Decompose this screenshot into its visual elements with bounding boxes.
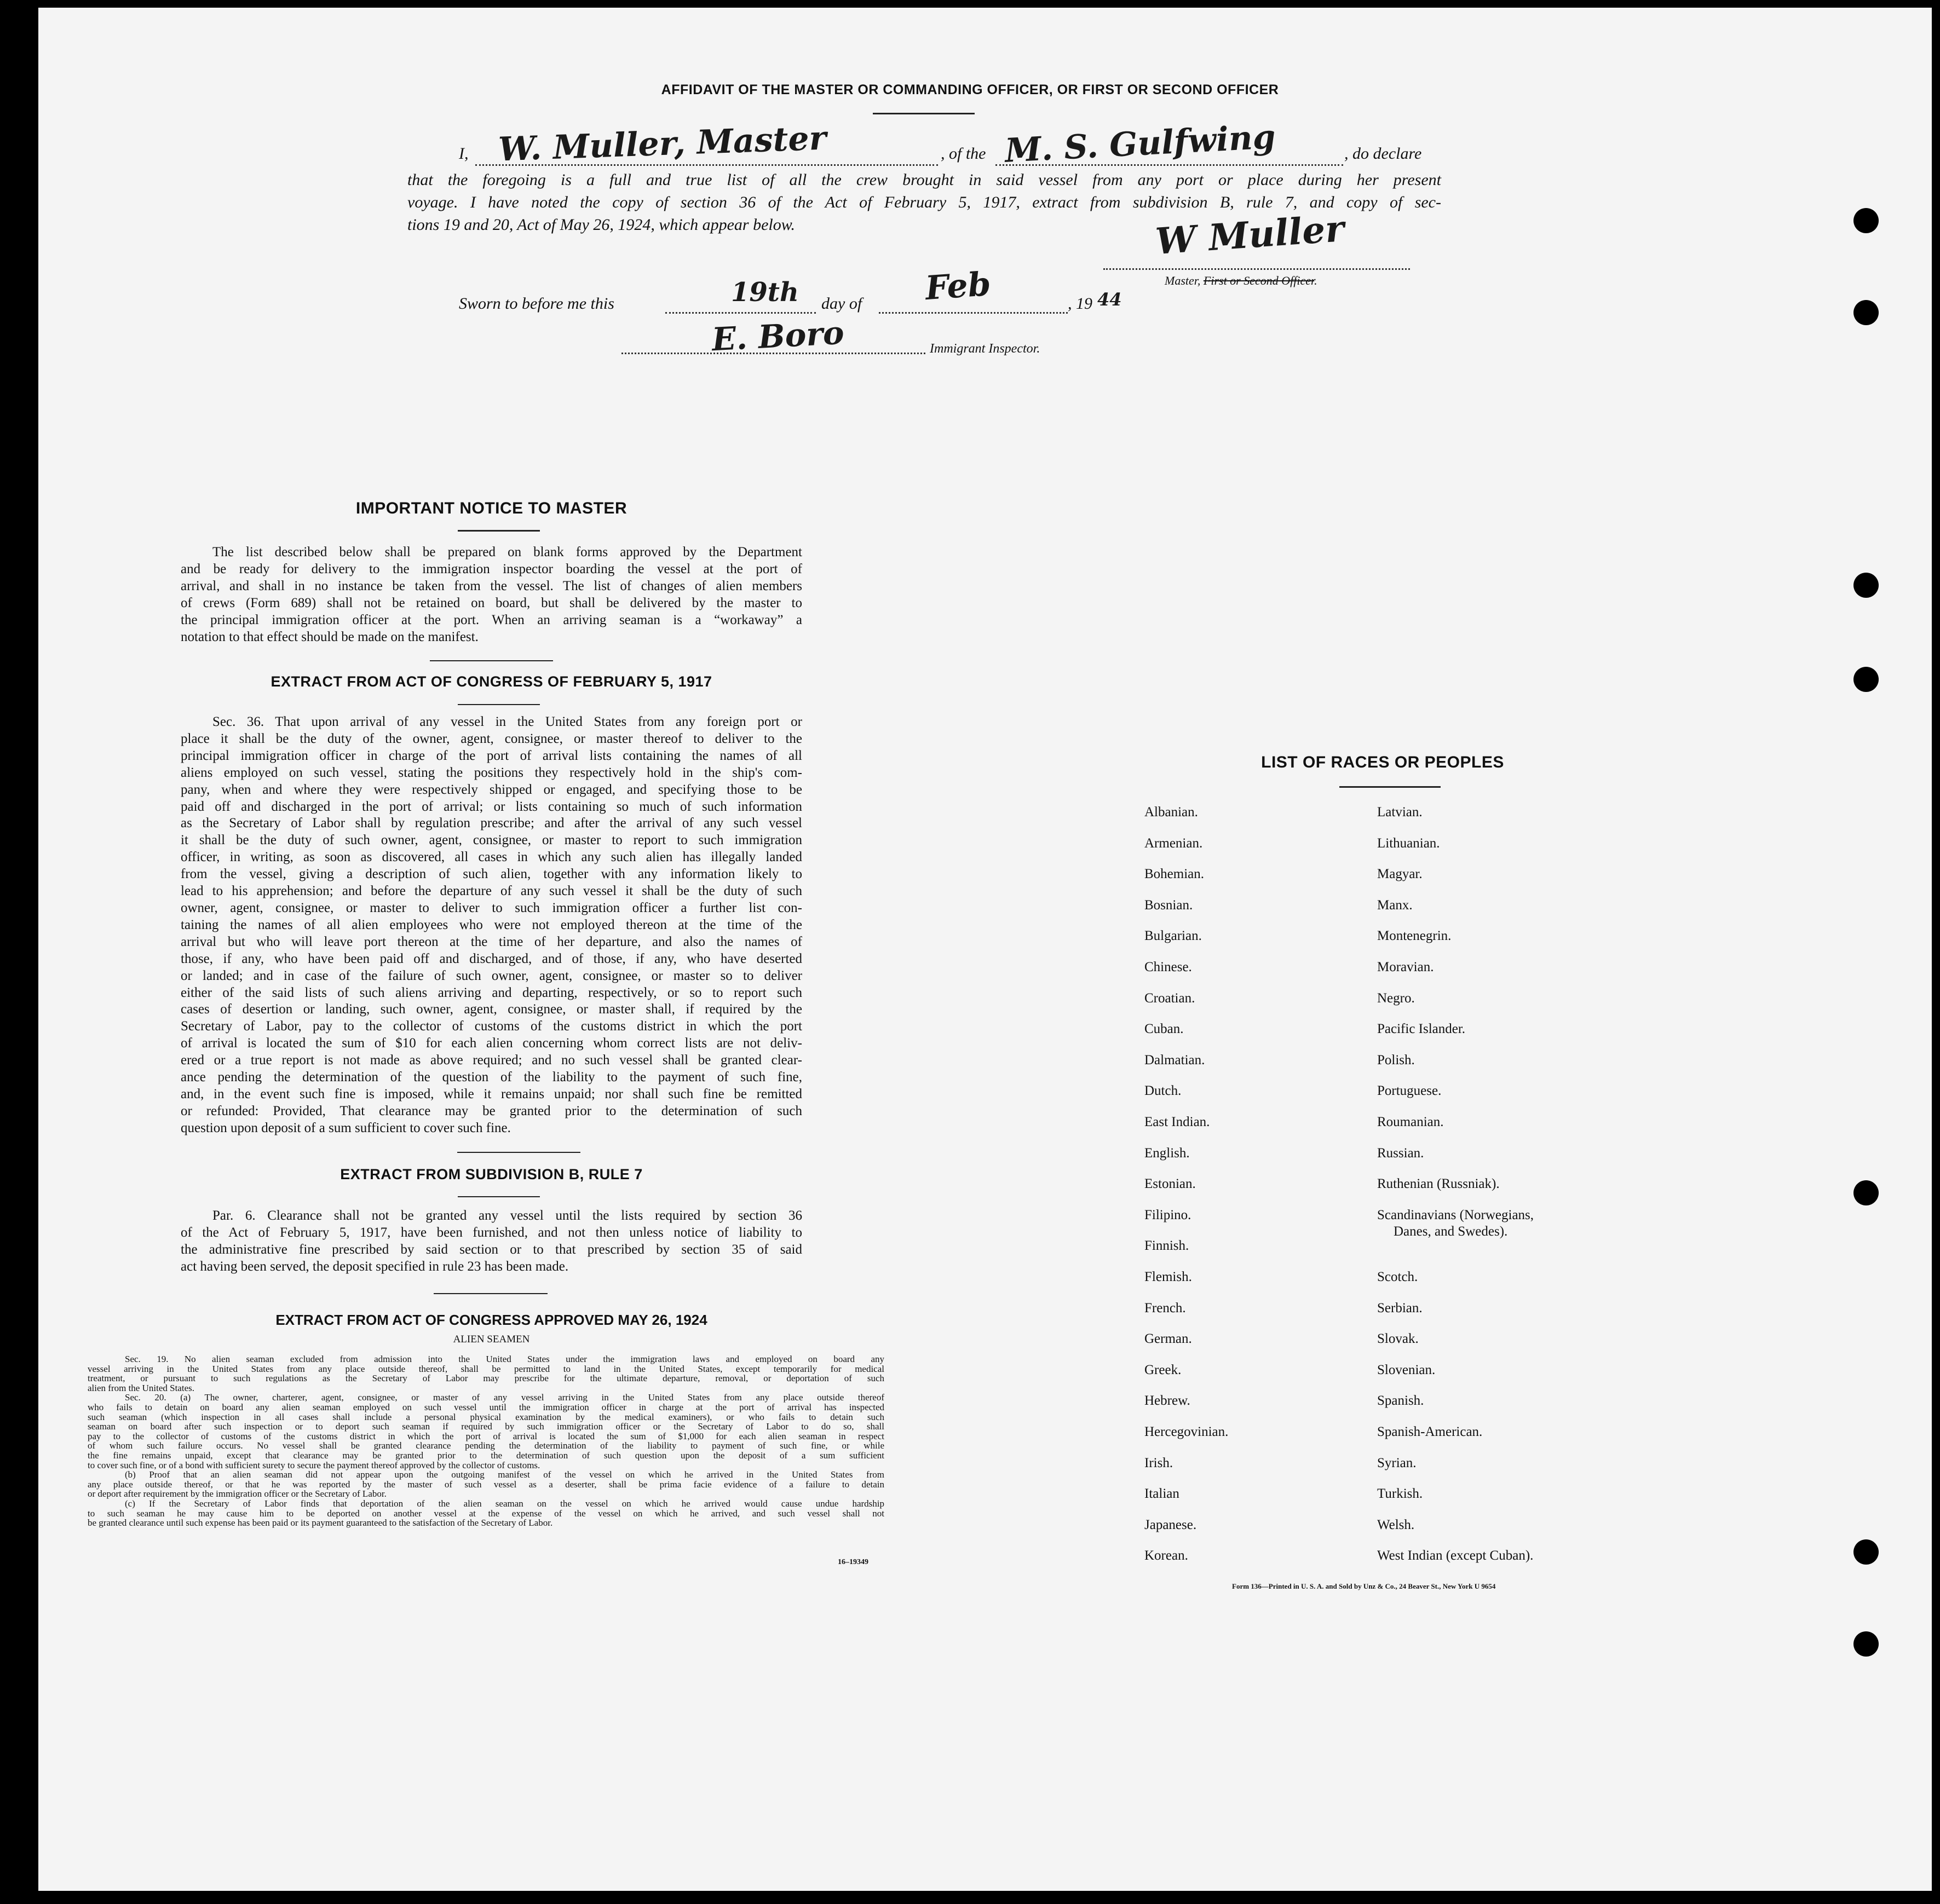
act1917-line: from the vessel, giving a description of such alien, together with any information likely to [181,867,802,882]
struck-caption: First or Second Officer [1203,274,1315,287]
race-item: Manx. [1377,897,1413,913]
of-the-label: , of the [941,145,986,163]
race-item: English. [1144,1145,1190,1161]
race-item: Serbian. [1377,1300,1423,1316]
vessel-name: M. S. Gulfwing [1004,118,1277,170]
act1917-line: cases of desertion or landing, such owner, agent, consignee, or master shall, if required by the [181,1002,802,1017]
sworn-day-line [665,312,816,314]
notice-body [181,544,802,645]
divider [458,1196,540,1197]
race-item: Danes, and Swedes). [1394,1224,1508,1239]
race-item: Magyar. [1377,867,1423,882]
race-item: Croatian. [1144,990,1195,1006]
act1924-line: of whom such failure occurs. No vessel shall be granted clearance pending the determination of the liability to payment of such fine, or while [88,1440,884,1451]
race-item: Moravian. [1377,960,1434,974]
race-item: Portuguese. [1377,1083,1442,1099]
act1917-line: of arrival is located the sum of $10 for each alien concerning whom correct lists are not deliv- [181,1036,802,1051]
act1924-line: be granted clearance until such expense has been paid or its payment guaranteed to the satisfaction of the Secretary of Labor. [88,1518,553,1528]
race-item: Pacific Islander. [1377,1022,1466,1037]
act1917-line: or refunded: Provided, That clearance may be granted prior to the determination of such [181,1103,802,1118]
notice-line: of crews (Form 689) shall not be retained on board, but shall be delivered by the master to [181,595,802,610]
race-item: Albanian. [1144,805,1198,820]
day-of-label: day of [821,295,862,313]
act1917-line: as the Secretary of Labor shall by regulation prescribe; and after the arrival of any such vessel [181,816,802,831]
act1924-line: seaman on board after such inspection or to deport such seaman if required by such immigration officer or the Secretary of Labor to do so, shall [88,1421,884,1432]
rule7-body [181,1208,802,1276]
inspector-caption: Immigrant Inspector. [930,342,1040,356]
i-label: I, [459,145,469,163]
act1917-line: owner, agent, consignee, or master to deliver to such immigration officer a further list con- [181,900,802,915]
declaration-line: voyage. I have noted the copy of section 36 of the Act of February 5, 1917, extract from subdivision B, rule 7, and copy of sec- [407,193,1441,211]
race-item: Bosnian. [1144,897,1193,913]
divider [873,113,975,114]
race-item: Chinese. [1144,960,1192,974]
act1924-line: (b) Proof that an alien seaman did not appear upon the outgoing manifest of the vessel on which he arrived in the United States from [125,1469,884,1480]
notice-line: arrival, and shall in no instance be taken from the vessel. The list of changes of alien members [181,578,802,593]
divider [458,704,540,705]
act1917-line: paid off and discharged in the port of arrival; or lists containing so much of such information [181,799,802,814]
race-item: Latvian. [1377,805,1423,820]
rule7-line: of the Act of February 5, 1917, have been furnished, and not then unless notice of liability to [181,1225,802,1240]
race-item: Spanish. [1377,1393,1424,1409]
act1917-line: place it shall be the duty of the owner, agent, consignee, or master thereof to deliver to the [181,731,802,746]
act1917-title: EXTRACT FROM ACT OF CONGRESS OF FEBRUARY 5, 1917 [270,673,712,690]
binder-hole [1853,300,1879,325]
race-item: Dutch. [1144,1083,1182,1099]
races-title: LIST OF RACES OR PEOPLES [1261,753,1504,771]
sworn-day: 19th [731,277,799,308]
act1917-line: aliens employed on such vessel, stating the positions they respectively hold in the ship's com- [181,765,802,780]
master-caption: Master, [1165,274,1204,287]
race-item: Greek. [1144,1362,1182,1377]
binder-hole [1853,1631,1879,1657]
act1924-line: or deport after requirement by the immigration officer or the Secretary of Labor. [88,1488,387,1499]
act1924-line: to cover such fine, or of a bond with sufficient surety to secure the payment thereof approved by the collector of customs. [88,1459,540,1470]
race-item: Scandinavians (Norwegians, [1377,1207,1534,1222]
divider [458,530,540,532]
act1924-line: Sec. 19. No alien seaman excluded from admission into the United States under the immigration laws and employed on board any [125,1354,884,1364]
act1924-line: who fails to detain on board any alien seaman employed on such vessel until the immigration officer in charge at the port of arrival has inspected [88,1401,884,1412]
master-signature: W Muller [1154,207,1346,263]
signature-caption: Master, First or Second Officer. [1165,274,1317,287]
notice-line: the principal immigration officer at the port. When an arriving seaman is a “workaway” a [181,612,802,627]
act1924-line: any place outside thereof, or that he was reported by the master of such vessel as a deserter, shall be prima facie evidence of a failure to detain [88,1479,884,1490]
race-item: Japanese. [1144,1517,1197,1532]
race-item: Italian [1144,1486,1179,1502]
sworn-year: 44 [1097,289,1122,310]
race-item: Russian. [1377,1145,1424,1161]
act1917-line: Sec. 36. That upon arrival of any vessel in the United States from any foreign port or [212,714,802,729]
act1924-line: pay to the collector of customs of the customs district in which the port of arrival is located the sum of $1,000 for each alien seaman in respect [88,1430,884,1441]
form-footer: Form 136—Printed in U. S. A. and Sold by Unz & Co., 24 Beaver St., New York U 9654 [1232,1582,1496,1590]
declaration-line: tions 19 and 20, Act of May 26, 1924, which appear below. [407,216,796,234]
divider [457,1152,580,1153]
race-item: Bohemian. [1144,867,1205,882]
act1917-line: arrival but who will leave port thereon at the time of her departure, and also the names of [181,934,802,949]
race-item: Slovak. [1377,1331,1419,1347]
rule7-line: the administrative fine prescribed by said section or to that prescribed by section 35 of said [181,1242,802,1257]
act1917-line: those, if any, who have been paid off and discharged, and of those, if any, who have deserted [181,951,802,966]
act1924-line: Sec. 20. (a) The owner, charterer, agent, consignee, or master of any vessel arriving in the United States from any place outside thereof [125,1392,884,1403]
act1924-line: treatment, or pursuant to such regulations as the Secretary of Labor may prescribe for the ultimate departure, removal, or deportation of such [88,1373,884,1384]
rule7-line: act having been served, the deposit specified in rule 23 has been made. [181,1259,569,1274]
act1917-line: ered or a true report is not made as above required; and no such vessel shall be granted clear- [181,1053,802,1068]
act1917-line: lead to his apprehension; and before the departure of any such vessel it shall be the duty of such [181,884,802,899]
sworn-label: Sworn to before me this [459,295,614,313]
race-item: Dalmatian. [1144,1052,1205,1068]
binder-hole [1853,573,1879,598]
race-item: Turkish. [1377,1486,1423,1502]
race-item: Flemish. [1144,1270,1192,1284]
act1924-line: the fine remains unpaid, except that clearance may be granted prior to the determination of such question upon the deposit of a sum sufficient [88,1450,884,1461]
act1917-line: ance pending the determination of the question of the liability to the payment of such fine, [181,1070,802,1085]
form-code: 16–19349 [838,1558,868,1566]
notice-line: and be ready for delivery to the immigration inspector boarding the vessel at the port of [181,561,802,576]
year-prefix: , 19 [1068,295,1092,313]
act1917-line: and, in the event such fine is imposed, while it remains unpaid; nor shall such fine be remitted [181,1086,802,1101]
race-item: Finnish. [1144,1238,1189,1254]
race-item: Estonian. [1144,1176,1196,1192]
act1924-subtitle: ALIEN SEAMEN [453,1334,530,1345]
race-item: French. [1144,1300,1186,1316]
divider [434,1293,548,1294]
race-item: Ruthenian (Russniak). [1377,1176,1500,1192]
race-item: Montenegrin. [1377,928,1452,944]
race-item: Polish. [1377,1052,1415,1068]
race-item: East Indian. [1144,1115,1210,1129]
sworn-month: Feb [924,264,992,308]
race-item: Lithuanian. [1377,835,1440,851]
rule7-line: Par. 6. Clearance shall not be granted any vessel until the lists required by section 36 [212,1208,802,1223]
race-item: Korean. [1144,1548,1188,1563]
act1924-line: such seaman (which inspection in all cases shall include a personal physical examination by the medical examiners), or who fails to detain such [88,1411,884,1422]
act1917-line: question upon deposit of a sum sufficient to cover such fine. [181,1120,511,1135]
act1924-body [88,1354,884,1528]
notice-title: IMPORTANT NOTICE TO MASTER [355,499,628,517]
rule7-title: EXTRACT FROM SUBDIVISION B, RULE 7 [340,1166,643,1182]
act1924-title: EXTRACT FROM ACT OF CONGRESS APPROVED MAY 26, 1924 [275,1312,707,1328]
race-item: Spanish-American. [1377,1424,1483,1439]
race-item: Irish. [1144,1455,1173,1470]
race-item: Hebrew. [1144,1393,1190,1409]
race-item: German. [1144,1331,1192,1347]
signature-line [1103,268,1410,270]
affidavit-title: AFFIDAVIT OF THE MASTER OR COMMANDING OFFICER, OR FIRST OR SECOND OFFICER [661,82,1279,97]
binder-hole [1853,667,1879,692]
race-item: West Indian (except Cuban). [1377,1548,1534,1563]
divider [430,660,553,661]
race-item: Bulgarian. [1144,928,1202,944]
race-item: Hercegovinian. [1144,1424,1229,1439]
declaration-line: that the foregoing is a full and true list of all the crew brought in said vessel from any port or place during her present [407,171,1441,189]
race-item: Cuban. [1144,1022,1184,1037]
act1917-line: or landed; and in case of the failure of such owner, agent, consignee, or master so to deliver [181,968,802,983]
race-item: Roumanian. [1377,1115,1444,1129]
act1917-line: officer, in writing, as soon as discovered, all cases in which any such alien has illegally landed [181,850,802,865]
race-item: Negro. [1377,990,1415,1006]
race-item: Filipino. [1144,1207,1191,1222]
notice-line: notation to that effect should be made on the manifest. [181,629,479,644]
master-name: W. Muller, Master [497,119,827,169]
binder-hole [1853,1539,1879,1565]
race-item: Scotch. [1377,1270,1418,1284]
divider [1339,786,1441,788]
act1917-line: Secretary of Labor, pay to the collector of customs of the customs district in which the port [181,1019,802,1034]
act1917-body [181,714,802,1137]
act1924-line: to such seaman he may cause him to be deported on another vessel at the expense of the vessel on which he arrived, and such vessel shall not [88,1508,884,1519]
race-item: Armenian. [1144,835,1203,851]
binder-hole [1853,208,1879,233]
race-item: Slovenian. [1377,1362,1436,1377]
act1924-line: alien from the United States. [88,1382,194,1393]
act1924-line: (c) If the Secretary of Labor finds that deportation of the alien seaman on the vessel on which he arrived would cause undue hardship [125,1498,884,1509]
sworn-month-line [879,312,1068,314]
notice-line: The list described below shall be prepared on blank forms approved by the Department [212,545,802,559]
binder-hole [1853,1180,1879,1205]
race-item: Welsh. [1377,1517,1415,1532]
act1917-line: pany, when and where they were respectively shipped or engaged, and specifying those to be [181,782,802,797]
do-declare: , do declare [1344,145,1422,163]
act1917-line: it shall be the duty of such owner, agent, consignee, or master to report to such immigration [181,833,802,848]
inspector-signature: E. Boro [711,314,845,359]
act1917-line: principal immigration officer in charge of the port of arrival lists containing the names of all [181,748,802,763]
race-item: Syrian. [1377,1455,1417,1470]
act1924-line: vessel arriving in the United States from any place outside thereof, shall be permitted to land in the United States, except temporarily for medical [88,1363,884,1374]
act1917-line: taining the names of all alien employees who were not employed thereon at the time of the [181,917,802,932]
act1917-line: either of the said lists of such aliens arriving and departing, respectively, or so to report such [181,985,802,1000]
